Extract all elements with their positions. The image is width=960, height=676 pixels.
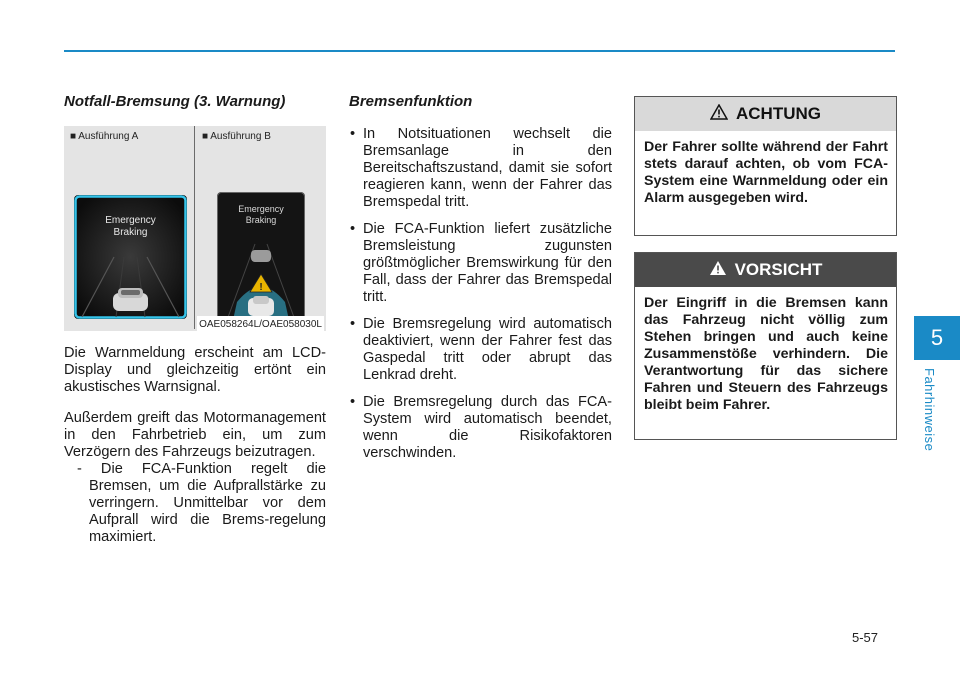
figure-code: OAE058264L/OAE058030L (197, 316, 324, 333)
cluster-screen-b (217, 192, 305, 322)
left-column (64, 93, 326, 546)
screen-b-text-line-1: Emergency (238, 204, 284, 214)
sub-item-fca: - Die FCA-Funktion regelt die Bremsen, um die Aufprallstärke zu verringern. Unmittelbar vor dem Aufprall wird die Brems-regelung maximiert. (77, 461, 326, 545)
warning-triangle-icon (709, 260, 727, 281)
page-number: 5-57 (852, 630, 879, 645)
figure-caption-a: ■ Ausführung A (70, 131, 139, 142)
middle-column (349, 93, 612, 472)
chapter-tab-number: 5 (914, 316, 960, 360)
svg-text:!: ! (259, 282, 263, 293)
paragraph-warning: Die Warnmeldung erscheint am LCD-Display und gleichzeitig ertönt ein akustisches Warnsignal. (64, 345, 326, 395)
screen-b-text-line-2: Braking (245, 215, 277, 225)
figure-divider (194, 126, 195, 329)
bullet-item: • Die Bremsregelung wird automatisch deaktiviert, wenn der Fahrer fest das Gaspedal tritt oder abrupt das Lenkrad dreht. (349, 316, 612, 384)
section-heading: Notfall-Bremsung (3. Warnung) (64, 93, 286, 110)
figure (64, 126, 326, 331)
chapter-tab-label: Fahrhinweise (922, 368, 937, 452)
header-rule (64, 50, 895, 52)
paragraph-engine: Außerdem greift das Motormanagement in den Fahrbetrieb ein, um zum Verzögern des Fahrzeugs beizutragen. (64, 410, 326, 460)
achtung-text: Der Fahrer sollte während der Fahrt stets darauf achten, ob vom FCA-System eine Warnmeldung oder ein Alarm ausgegeben wird. (644, 139, 888, 206)
cluster-screen-a (74, 195, 187, 319)
warning-triangle-icon (710, 104, 728, 125)
vorsicht-text: Der Eingriff in die Bremsen kann das Fahrzeug nicht völlig zum Stehen bringen und auch keine Zusammenstöße verhindern. Die Verantwortung für das sichere Fahren und Steuern des Fahrzeugs bleibt beim Fahrer. (644, 295, 888, 413)
bullet-item: • In Notsituationen wechselt die Bremsanlage in den Bereitschaftszustand, damit sie sofort reagieren kann, wenn der Fahrer das Bremspedal tritt. (349, 126, 612, 211)
figure-caption-b: ■ Ausführung B (202, 131, 271, 142)
screen-a-text-line-2: Braking (113, 227, 148, 238)
bullet-item: • Die FCA-Funktion liefert zusätzliche Bremsleistung zugunsten größtmöglicher Bremswirkung für den Fall, dass der Fahrer das Bremspedal tritt. (349, 221, 612, 306)
section-heading-brakes: Bremsenfunktion (349, 93, 473, 110)
vorsicht-title: VORSICHT (734, 260, 823, 279)
achtung-box (634, 96, 897, 236)
achtung-title: ACHTUNG (736, 104, 821, 123)
vorsicht-box (634, 252, 897, 440)
screen-a-text-line-1: Emergency (105, 215, 156, 226)
bullet-item: • Die Bremsregelung durch das FCA-System wird automatisch beendet, wenn die Risikofaktoren verschwinden. (349, 394, 612, 462)
